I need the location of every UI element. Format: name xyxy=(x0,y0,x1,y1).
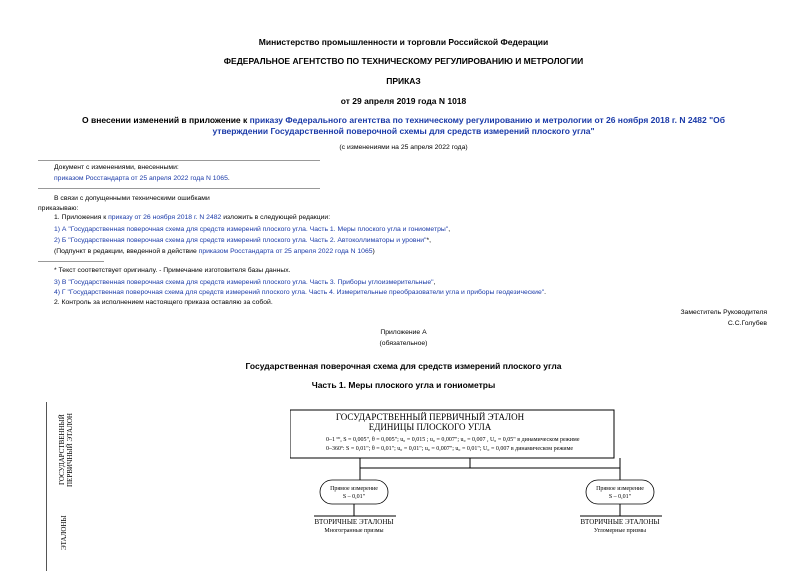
right-method-ellipse xyxy=(586,480,654,504)
item-2: 2. Контроль за исполнением настоящего приказа оставляю за собой. xyxy=(54,299,273,306)
primary-title-2: ЕДИНИЦЫ ПЛОСКОГО УГЛА xyxy=(368,422,492,432)
agency-name: ФЕДЕРАЛЬНОЕ АГЕНТСТВО ПО ТЕХНИЧЕСКОМУ РЕГУЛИРОВАНИЮ И МЕТРОЛОГИИ xyxy=(223,56,584,66)
item-1-3-end: , xyxy=(433,279,436,286)
appendix-part: Часть 1. Меры плоского угла и гониометры xyxy=(311,380,496,390)
primary-spec-1: 0–1 ºº, S = 0,005", θ = 0,005"; u₀ = 0,015 ; u₀ = 0,007"; u₀ = 0,007 , U₀ = 0,05" в динамическом режиме xyxy=(326,437,580,443)
title-prefix: О внесении изменений в приложение к xyxy=(82,115,250,125)
title-link-continued[interactable]: утверждении Государственной поверочной схемы для средств измерений плоского угла" xyxy=(212,126,595,136)
item-1-3-pre: 3) В xyxy=(54,279,69,286)
verification-scheme-diagram xyxy=(290,402,690,571)
primary-title-1: ГОСУДАРСТВЕННЫЙ ПЕРВИЧНЫЙ ЭТАЛОН xyxy=(335,412,525,422)
left-method-2: S – 0,01" xyxy=(342,494,366,500)
footnote-divider xyxy=(38,261,104,262)
body-p1: В связи с допущенными техническими ошибками xyxy=(54,195,210,202)
item-1-3-link[interactable]: "Государственная поверочная схема для средств измерений плоского угла. Часть 3. Приборы углоизмерительные" xyxy=(68,279,434,286)
appendix-title: Государственная поверочная схема для средств измерений плоского угла xyxy=(245,361,562,371)
item-1-1-end: , xyxy=(448,226,451,233)
note-line1: Документ с изменениями, внесенными: xyxy=(54,164,179,171)
item-1-post: изложить в следующей редакции: xyxy=(221,214,331,221)
primary-spec-2: 0–360º: S = 0,01"; θ = 0,01"; u₀ = 0,01"; u₀ = 0,007"; u₀ = 0,01"; U₀ = 0,007 в динамическом режиме xyxy=(326,446,574,452)
item-1-4-link[interactable]: "Государственная поверочная схема для средств измерений плоского угла. Часть 4. Измерительные преобразователи угла и приборы геодезические" xyxy=(67,289,545,296)
item-1-1 xyxy=(54,226,450,233)
revision-note xyxy=(54,248,375,255)
item-1-1-link[interactable]: "Государственная поверочная схема для средств измерений плоского угла. Часть 1. Меры плоского угла и гониометры" xyxy=(68,226,449,233)
document-title-line2 xyxy=(0,126,807,136)
item-1-pre: 1. Приложения к xyxy=(54,214,109,221)
item-1-link[interactable]: приказу от 26 ноября 2018 г. N 2482 xyxy=(108,214,222,221)
revision-link[interactable]: приказом Росстандарта от 25 апреля 2022 года N 1065 xyxy=(198,248,373,255)
item-1-4-end: . xyxy=(544,289,547,296)
left-method-1: Прямое измерение xyxy=(330,486,378,492)
amended-note: (с изменениями на 25 апреля 2022 года) xyxy=(339,144,468,151)
document-type: ПРИКАЗ xyxy=(386,76,421,86)
note-amendment-link[interactable]: приказом Росстандарта от 25 апреля 2022 года N 1065 xyxy=(54,175,228,182)
item-1-1-pre: 1) А xyxy=(54,226,69,233)
title-link[interactable]: приказу Федерального агентства по техническому регулированию и метрологии от 26 ноября 2018 г. N 2482 "Об xyxy=(249,115,725,125)
right-secondary-1: ВТОРИЧНЫЕ ЭТАЛОНЫ xyxy=(580,518,660,526)
side-label-primary: ГОСУДАРСТВЕННЫЙ ПЕРВИЧНЫЙ ЭТАЛОН xyxy=(58,413,74,487)
revision-end: ) xyxy=(372,248,375,255)
note-divider-bottom xyxy=(38,188,320,189)
note-divider-top xyxy=(38,160,320,161)
item-1-3 xyxy=(54,279,435,286)
item-1 xyxy=(54,214,330,221)
item-1-2-pre: 2) Б xyxy=(54,237,69,244)
signature-position: Заместитель Руководителя xyxy=(680,309,767,316)
item-1-2-end: *, xyxy=(426,237,431,244)
ministry-name: Министерство промышленности и торговли Российской Федерации xyxy=(258,37,549,47)
footnote: * Текст соответствует оригиналу. - Примечание изготовителя базы данных. xyxy=(54,267,291,274)
item-1-2-link[interactable]: "Государственная поверочная схема для средств измерений плоского угла. Часть 2. Автоколлиматоры и уровни" xyxy=(68,237,427,244)
note-period: . xyxy=(227,175,230,182)
side-label-secondary: ЭТАЛОНЫ xyxy=(60,515,68,551)
right-secondary-2: Угломерные призмы xyxy=(593,528,647,534)
side-label-border xyxy=(46,402,48,571)
left-method-ellipse xyxy=(320,480,388,504)
note-line2 xyxy=(54,175,230,182)
appendix-label: Приложение А xyxy=(380,329,427,336)
item-1-4-pre: 4) Г xyxy=(54,289,68,296)
signature-name: С.С.Голубев xyxy=(727,320,767,327)
body-p2: приказываю: xyxy=(38,205,79,212)
right-method-2: S – 0,01" xyxy=(608,494,632,500)
left-secondary-1: ВТОРИЧНЫЕ ЭТАЛОНЫ xyxy=(314,518,394,526)
item-1-4 xyxy=(54,289,546,296)
document-date: от 29 апреля 2019 года N 1018 xyxy=(340,96,467,106)
appendix-status: (обязательное) xyxy=(379,340,428,347)
left-secondary-2: Многогранные призмы xyxy=(324,528,384,534)
item-1-2 xyxy=(54,237,431,244)
revision-pre: (Подпункт в редакции, введенной в действие xyxy=(54,248,199,255)
document-title xyxy=(0,115,807,125)
right-method-1: Прямое измерение xyxy=(596,486,644,492)
